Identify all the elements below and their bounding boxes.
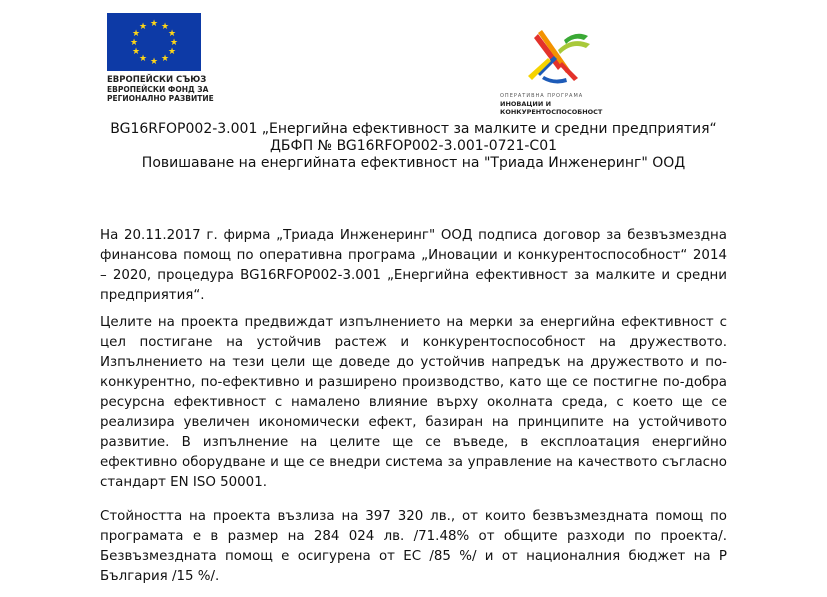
eu-flag-icon bbox=[107, 13, 201, 71]
paragraph-contract: На 20.11.2017 г. фирма „Триада Инженеринг" ООД подписа договор за безвъзмездна финансова помощ по оперативна програма „Иновации и конкурентоспособност“ 2014 – 2020, процедура BG16RFOP002-3.001 „Енергийна ефективност за малките и средни предприятия“. bbox=[100, 228, 727, 303]
eu-stars-icon bbox=[107, 13, 201, 71]
programme-mark-icon bbox=[518, 26, 594, 88]
programme-caption-line-2: КОНКУРЕНТОСПОСОБНОСТ bbox=[500, 108, 603, 116]
svg-text:★: ★ bbox=[160, 22, 170, 32]
programme-logo-caption bbox=[500, 92, 628, 116]
programme-caption-line-1: ИНОВАЦИИ И bbox=[500, 100, 552, 108]
eu-caption-line-2: ЕВРОПЕЙСКИ ФОНД ЗА bbox=[107, 85, 209, 94]
svg-text:★: ★ bbox=[138, 22, 148, 32]
contract-number: ДБФП № BG16RFOP002-3.001-0721-C01 bbox=[269, 138, 558, 154]
eu-logo bbox=[107, 13, 217, 103]
eu-caption-line-3: РЕГИОНАЛНО РАЗВИТИЕ bbox=[107, 94, 214, 103]
programme-caption-small: ОПЕРАТИВНА ПРОГРАМА bbox=[500, 93, 584, 99]
project-header bbox=[100, 121, 727, 172]
paragraph-goals: Целите на проекта предвиждат изпълнението на мерки за енергийна ефективност с цел постигане на устойчив растеж и конкурентоспособност на дружеството. Изпълнението на тези цели ще доведе до устойчив напредък на дружеството и по-конкурентно, по-ефективно и разширено производство, като ще се постигне по-добра ресурсна ефективност с намалено влияние върху околната среда, с което ще се реализира увеличен икономически ефект, базиран на принципите на устойчивото развитие. В изпълнение на целите ще се въведе, в експлоатация енергийно ефективно оборудване и ще се внедри система за управление на качеството съгласно стандарт EN ISO 50001. bbox=[100, 315, 727, 490]
svg-text:★: ★ bbox=[149, 19, 159, 29]
eu-logo-caption bbox=[107, 76, 217, 103]
project-name: Повишаване на енергийната ефективност на "Триада Инженеринг" ООД bbox=[141, 155, 686, 171]
eu-caption-line-1: ЕВРОПЕЙСКИ СЪЮЗ bbox=[107, 75, 207, 85]
paragraph-budget: Стойността на проекта възлиза на 397 320 лв., от които безвъзмездната помощ по програмата е в размер на 284 024 лв. /71.48% от общите разходи по проекта/. Безвъзмездната помощ е осигурена от ЕС /85 %/ и от националния бюджет на Р България /15 %/. bbox=[100, 509, 727, 584]
svg-text:★: ★ bbox=[169, 38, 179, 48]
svg-text:★: ★ bbox=[160, 54, 170, 64]
programme-logo bbox=[498, 26, 628, 116]
svg-text:★: ★ bbox=[138, 54, 148, 64]
procedure-title: BG16RFOP002-3.001 „Енергийна ефективност за малките и средни предприятия“ bbox=[110, 121, 717, 137]
svg-text:★: ★ bbox=[167, 47, 177, 57]
svg-text:★: ★ bbox=[167, 29, 177, 39]
svg-text:★: ★ bbox=[129, 38, 139, 48]
svg-text:★: ★ bbox=[131, 29, 141, 39]
svg-text:★: ★ bbox=[149, 57, 159, 67]
svg-text:★: ★ bbox=[131, 47, 141, 57]
